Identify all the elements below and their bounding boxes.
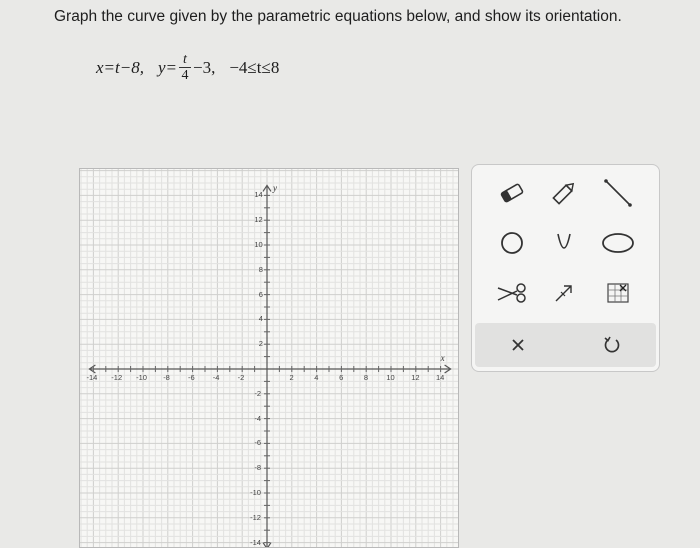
arrow-tool[interactable] (544, 273, 584, 313)
x-tick-label: 10 (386, 373, 395, 382)
drawing-toolbox (471, 164, 660, 372)
y-tick-label: -12 (250, 512, 261, 522)
fraction-denominator: 4 (181, 68, 189, 83)
line-segment-icon (600, 175, 636, 211)
y-equation-lhs: y= (157, 57, 177, 77)
y-tick-label: 14 (254, 190, 263, 200)
x-tick-label: 8 (363, 373, 369, 382)
parameter-domain: −4≤t≤8 (229, 57, 280, 77)
x-equation: x=t−8, (96, 57, 144, 77)
eraser-icon (498, 179, 526, 207)
parabola-icon (549, 228, 579, 258)
x-tick-label: -8 (163, 373, 170, 382)
y-axis-label: y (273, 183, 277, 194)
line-segment-tool[interactable] (598, 173, 638, 213)
x-tick-label: -12 (111, 373, 123, 382)
parametric-equations (96, 52, 279, 83)
x-tick-label: 14 (436, 373, 445, 382)
y-tick-label: 8 (258, 264, 263, 274)
x-icon (508, 335, 528, 355)
pencil-icon (550, 179, 578, 207)
x-tick-label: -10 (136, 373, 147, 382)
y-tick-label: 4 (258, 314, 263, 324)
grid-point-icon (603, 278, 633, 308)
y-tick-label: 2 (258, 339, 263, 349)
parabola-tool[interactable] (544, 223, 584, 263)
pencil-tool[interactable] (544, 173, 584, 213)
x-axis-label: x (440, 353, 445, 363)
question-text: Graph the curve given by the parametric equations below, and show its orientation. (54, 8, 622, 25)
x-tick-label: 2 (289, 373, 294, 382)
circle-icon (497, 228, 527, 258)
y-equation-rest: −3, (193, 57, 216, 77)
y-tick-label: -6 (254, 438, 262, 448)
x-tick-label: -6 (188, 373, 195, 382)
eraser-tool[interactable] (492, 173, 532, 213)
graph-grid[interactable] (80, 169, 458, 547)
ellipse-icon (600, 228, 636, 258)
circle-tool[interactable] (492, 223, 532, 263)
y-tick-label: -2 (254, 388, 262, 398)
x-tick-label: 12 (411, 373, 420, 382)
x-tick-label: -14 (86, 373, 98, 382)
y-tick-label: -8 (254, 463, 262, 473)
y-tick-label: 6 (258, 289, 263, 299)
x-tick-label: -2 (237, 373, 245, 382)
x-tick-label: 6 (339, 373, 344, 382)
arrow-icon (549, 278, 579, 308)
y-tick-label: -4 (254, 413, 262, 423)
undo-icon (601, 334, 623, 356)
clear-button[interactable] (498, 325, 538, 365)
grid-point-tool[interactable] (598, 273, 638, 313)
x-tick-label: 4 (314, 373, 319, 382)
graph-canvas[interactable] (79, 168, 459, 548)
fraction-numerator: t (183, 52, 187, 67)
y-tick-label: 12 (254, 215, 263, 225)
scissors-tool[interactable] (492, 273, 532, 313)
y-tick-label: -10 (250, 488, 261, 497)
ellipse-tool[interactable] (598, 223, 638, 263)
y-fraction (179, 52, 191, 83)
x-tick-label: -4 (212, 373, 220, 382)
y-tick-label: -14 (250, 537, 261, 547)
undo-button[interactable] (592, 325, 632, 365)
scissors-icon (495, 278, 529, 308)
y-tick-label: 10 (254, 240, 263, 249)
